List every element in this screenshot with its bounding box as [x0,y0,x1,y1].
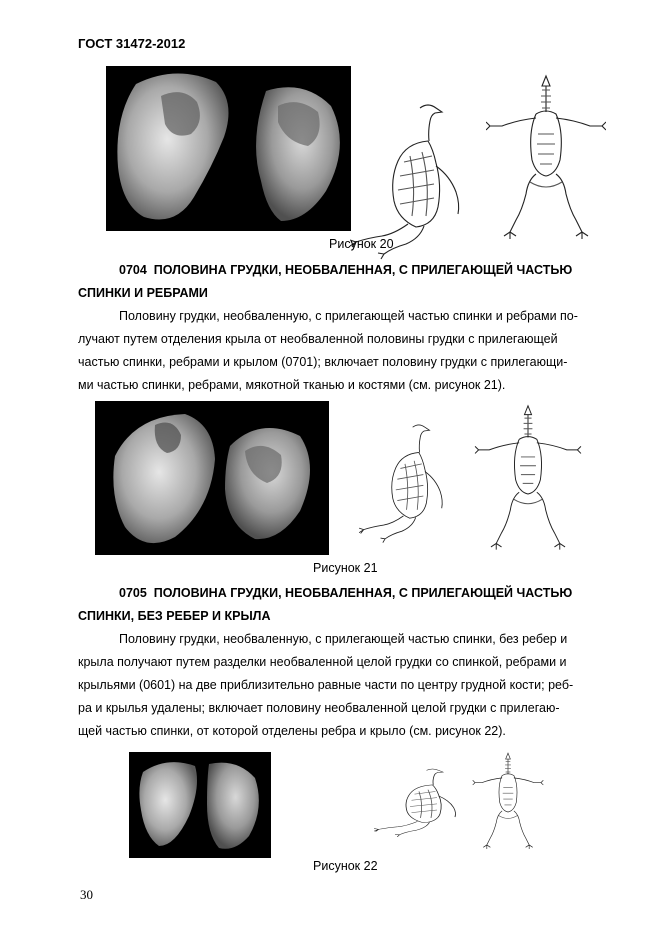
paragraph-line: щей частью спинки, от которой отделены ребра и крыло (см. рисунок 22). [78,724,506,738]
paragraph-line: крыльями (0601) на две приблизительно равные части по центру грудной кости; реб- [78,678,574,692]
figure-22-caption: Рисунок 22 [313,859,378,873]
figure-21-caption: Рисунок 21 [313,561,378,575]
figure-20-photo [106,66,351,231]
section-code: 0705 [119,586,147,600]
document-standard-code: ГОСТ 31472-2012 [78,36,186,51]
figure-21-photo [95,401,329,555]
section-0704-body [78,305,614,397]
figure-22-skeleton-side-view [374,765,464,840]
section-title-line: СПИНКИ, БЕЗ РЕБЕР И КРЫЛА [78,609,271,623]
section-0705-heading [78,582,614,628]
paragraph-line: Половину грудки, необваленную, с прилегающей частью спинки, без ребер и [119,632,568,646]
paragraph-line: частью спинки, ребрами и крылом (0701); включает половину грудки с прилегающи- [78,355,568,369]
section-title-line: СПИНКИ И РЕБРАМИ [78,286,208,300]
section-0704-heading [78,259,614,305]
paragraph-line: ми частью спинки, ребрами, мякотной тканью и костями (см. рисунок 21). [78,378,506,392]
figure-21-skeleton-side-view [340,418,470,548]
section-code: 0704 [119,263,147,277]
page-number: 30 [80,887,93,902]
figure-22-photo [129,752,271,858]
figure-20-caption: Рисунок 20 [329,237,394,251]
section-title-line: ПОЛОВИНА ГРУДКИ, НЕОБВАЛЕННАЯ, С ПРИЛЕГАЮЩЕЙ ЧАСТЬЮ [153,263,573,277]
figure-21-skeleton-front-view [473,404,583,554]
section-title-line: ПОЛОВИНА ГРУДКИ, НЕОБВАЛЕННАЯ, С ПРИЛЕГАЮЩЕЙ ЧАСТЬЮ [153,586,573,600]
figure-20-skeleton-front-view [486,74,606,244]
figure-22-skeleton-front-view [468,752,548,852]
paragraph-line: крыла получают путем разделки необваленной целой грудки со спинкой, ребрами и [78,655,567,669]
paragraph-line: ра и крылья удалены; включает половину необваленной целой грудки с прилегаю- [78,701,560,715]
paragraph-line: лучают путем отделения крыла от необваленной половины грудки с прилегающей [78,332,558,346]
paragraph-line: Половину грудки, необваленную, с прилегающей частью спинки и ребрами по- [119,309,578,323]
section-0705-body [78,628,614,743]
